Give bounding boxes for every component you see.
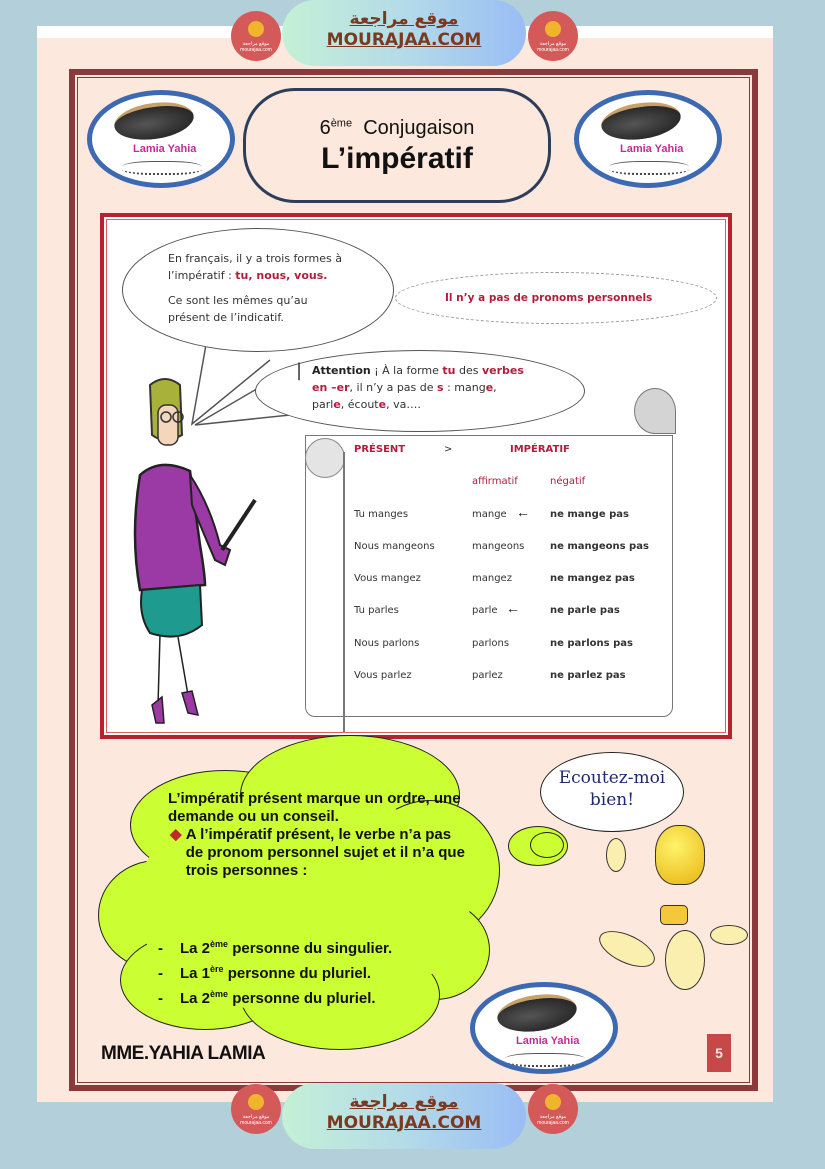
author-logo-right: Lamia Yahia — [574, 90, 722, 188]
branches-icon — [609, 161, 689, 175]
col-header-present: PRÉSENT — [354, 444, 406, 455]
title-box — [243, 88, 551, 203]
persons-list — [158, 934, 392, 1009]
site-badge-right-top[interactable]: موقع مراجعة mourajaa.com — [528, 11, 578, 61]
branches-icon — [505, 1053, 585, 1067]
site-banner-top[interactable] — [282, 0, 526, 66]
author-logo-left: Lamia Yahia — [87, 90, 235, 188]
book-icon — [545, 1094, 561, 1110]
site-name-latin: MOURAJAA.COM — [326, 30, 482, 50]
col-header-imperatif: IMPÉRATIF — [510, 444, 570, 455]
dashed-note-text: Il n’y a pas de pronoms personnels — [445, 292, 653, 304]
author-logo-bottom: Lamia Yahia — [470, 982, 618, 1074]
mascot-foot — [665, 930, 705, 990]
mascot-head — [655, 825, 705, 885]
lesson-title: L’impératif — [321, 142, 473, 175]
site-banner-bottom[interactable] — [282, 1083, 526, 1149]
teacher-illustration — [120, 375, 260, 725]
site-name-latin: MOURAJAA.COM — [326, 1113, 482, 1133]
page-number: 5 — [707, 1034, 731, 1072]
list-item: - La 2ème personne du singulier. — [158, 939, 393, 957]
diamond-bullet-icon: ◆ — [170, 826, 186, 843]
scroll-curl-top — [634, 388, 676, 434]
site-name-arabic: موقع مراجعة — [349, 9, 459, 29]
book-icon — [248, 1094, 264, 1110]
site-badge-left-bottom[interactable]: موقع مراجعة mourajaa.com — [231, 1084, 281, 1134]
book-icon — [248, 21, 264, 37]
site-badge-left-top[interactable]: موقع مراجعة mourajaa.com — [231, 11, 281, 61]
site-name-arabic: موقع مراجعة — [349, 1092, 459, 1112]
list-item: - La 1ère personne du pluriel. — [158, 964, 372, 982]
branches-icon — [122, 161, 202, 175]
site-badge-right-bottom[interactable]: موقع مراجعة mourajaa.com — [528, 1084, 578, 1134]
sub-header-negatif: négatif — [550, 476, 586, 487]
arrow-left-icon: ← — [516, 504, 530, 520]
bubble-forms-text: En français, il y a trois formes à l’impératif : tu, nous, vous. Ce sont les mêmes qu’au présent de l’indicatif. — [168, 252, 342, 324]
mascot-hand — [710, 925, 748, 945]
mascot-hand — [606, 838, 626, 872]
list-item: - La 2ème personne du pluriel. — [158, 989, 376, 1007]
lesson-subtitle: 6ème Conjugaison — [319, 117, 475, 139]
sub-header-affirmatif: affirmatif — [472, 476, 518, 487]
stone-icon — [495, 990, 579, 1037]
summary-text: L’impératif présent marque un ordre, une demande ou un conseil. ◆ A l’impératif présent, le verbe n’a pas de pronom personnel sujet et il n’a que trois personnes : — [168, 790, 465, 879]
mascot-speech-bubble: Ecoutez-moi bien! — [540, 752, 684, 832]
header-arrow: > — [444, 444, 453, 455]
arrow-left-icon: ← — [506, 600, 520, 616]
author-name: MME.YAHIA LAMIA — [101, 1043, 266, 1064]
stone-icon — [112, 98, 196, 145]
scroll-curl-left — [305, 438, 345, 478]
mascot-body — [660, 905, 688, 925]
text-cursor-mark: | — [296, 360, 303, 381]
stone-icon — [599, 98, 683, 145]
attention-text: Attention ¡ À la forme tu des verbes en –er, il n’y a pas de s : mange, parle, écoute, va…. — [312, 364, 524, 411]
book-icon — [545, 21, 561, 37]
